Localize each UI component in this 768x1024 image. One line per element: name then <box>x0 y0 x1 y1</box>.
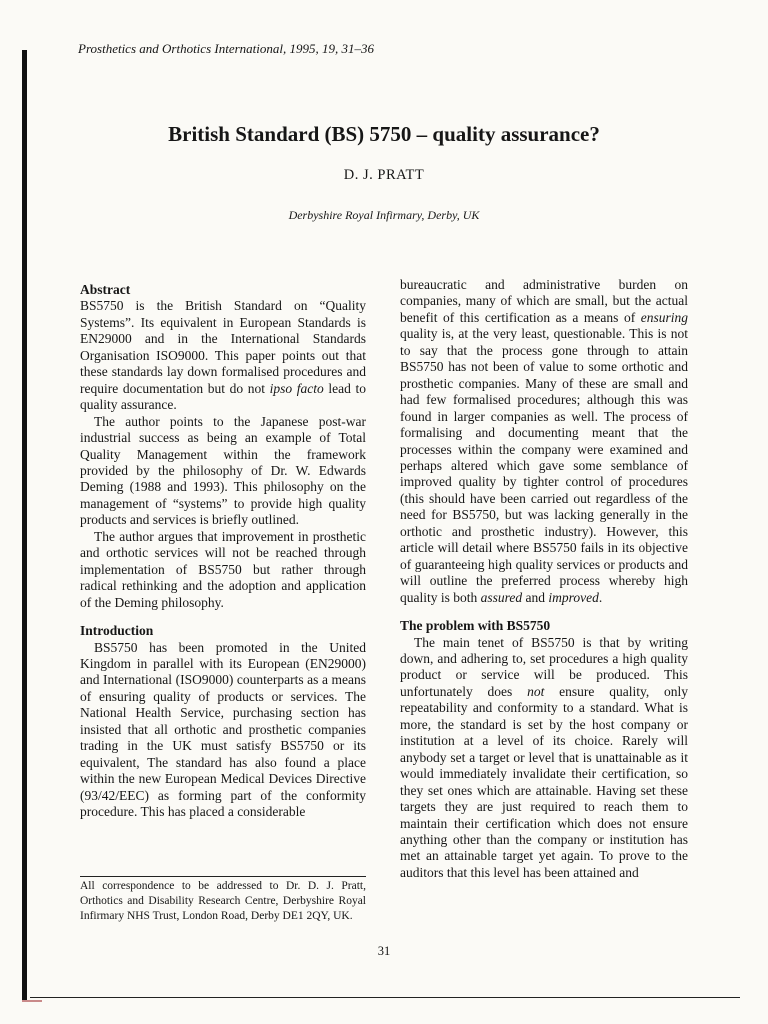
page-bottom-rule <box>30 997 740 998</box>
page-binding-edge <box>22 50 27 1000</box>
author-name: D. J. PRATT <box>343 167 425 183</box>
problem-paragraph: The main tenet of BS5750 is that by writing down, and adhering to, set procedures a high quality product or service will be produced. This unfortunately does not ensure quality, only repeatability and conformity to a standard. What is more, the standard is set by the host company or institution at a level of its choice. Rarely will anybody set a target or level that is unattainable as it would immediately invalidate their certification, so they set ones which are attainable. Having set these targets they are just required to reach them to maintain their certification which does not ensure anything other than the company or institution has met an attainable target yet again. To prove to the auditors that this level has been attained and <box>400 634 689 880</box>
abstract-paragraph-3: The author argues that improvement in prosthetic and orthotic services will not be reached through implementation of BS5750 but rather through radical rethinking and the adoption and application of the Deming philosophy. <box>80 528 366 610</box>
introduction-paragraph-1: BS5750 has been promoted in the United Kingdom in parallel with its European (EN29000) and International (ISO9000) counterparts as a means of ensuring quality of products or services. The National Health Service, purchasing section has insisted that all orthotic and prosthetic companies trading in the UK must satisfy BS5750 or its equivalent, The standard has also found a place within the new European Medical Devices Directive (93/42/EEC) as forming part of the conformity procedure. This has placed a considerable <box>80 639 366 820</box>
problem-heading: The problem with BS5750 <box>400 618 551 634</box>
left-column <box>80 282 366 821</box>
page-corner-mark <box>22 1000 42 1002</box>
introduction-heading: Introduction <box>80 623 154 639</box>
journal-citation: Prosthetics and Orthotics International, 1995, 19, 31–36 <box>78 41 374 56</box>
page-number: 31 <box>377 944 391 958</box>
abstract-paragraph-2: The author points to the Japanese post-war industrial success as being an example of Total Quality Management within the framework provided by the philosophy of Dr. W. Edwards Deming (1988 and 1993). This philosophy on the management of “systems” to provide high quality products and services is briefly outlined. <box>80 413 366 528</box>
author-affiliation: Derbyshire Royal Infirmary, Derby, UK <box>288 208 480 222</box>
abstract-heading: Abstract <box>80 282 131 297</box>
right-column <box>400 277 688 881</box>
article-title: British Standard (BS) 5750 – quality assurance? <box>168 122 600 146</box>
continued-paragraph: bureaucratic and administrative burden on companies, many of which are small, but the actual benefit of this certification as a means of ensuring quality is, at the very least, questionable. This is not to say that the process gone through to attain BS5750 has not been of value to some orthotic and prosthetic companies. Many of these are small and had few formalised procedures; although this was found in larger companies as well. The process of formalising and documenting meant that the processes within the company were examined and perhaps altered which gave some semblance of improved quality by tighter control of procedures (this should have been carried out regardless of the need for BS5750, but was lacking generally in the orthotic and prosthetic industry). However, this article will detail where BS5750 fails in its objective of guaranteeing high quality services or products and will outline the preferred process whereby high quality is both assured and improved. <box>400 277 688 605</box>
footnote-text: All correspondence to be addressed to Dr. D. J. Pratt, Orthotics and Disability Research Centre, Derbyshire Royal Infirmary NHS Trust, London Road, Derby DE1 2QY, UK. <box>80 880 366 923</box>
abstract-paragraph-1: BS5750 is the British Standard on “Quality Systems”. Its equivalent in European Standards is EN29000 and in the International Standards Organisation ISO9000. This paper points out that these standards lay down formalised procedures and require documentation but do not ipso facto lead to quality assurance. <box>80 298 367 413</box>
correspondence-footnote <box>80 876 366 925</box>
footnote-rule <box>80 876 366 877</box>
